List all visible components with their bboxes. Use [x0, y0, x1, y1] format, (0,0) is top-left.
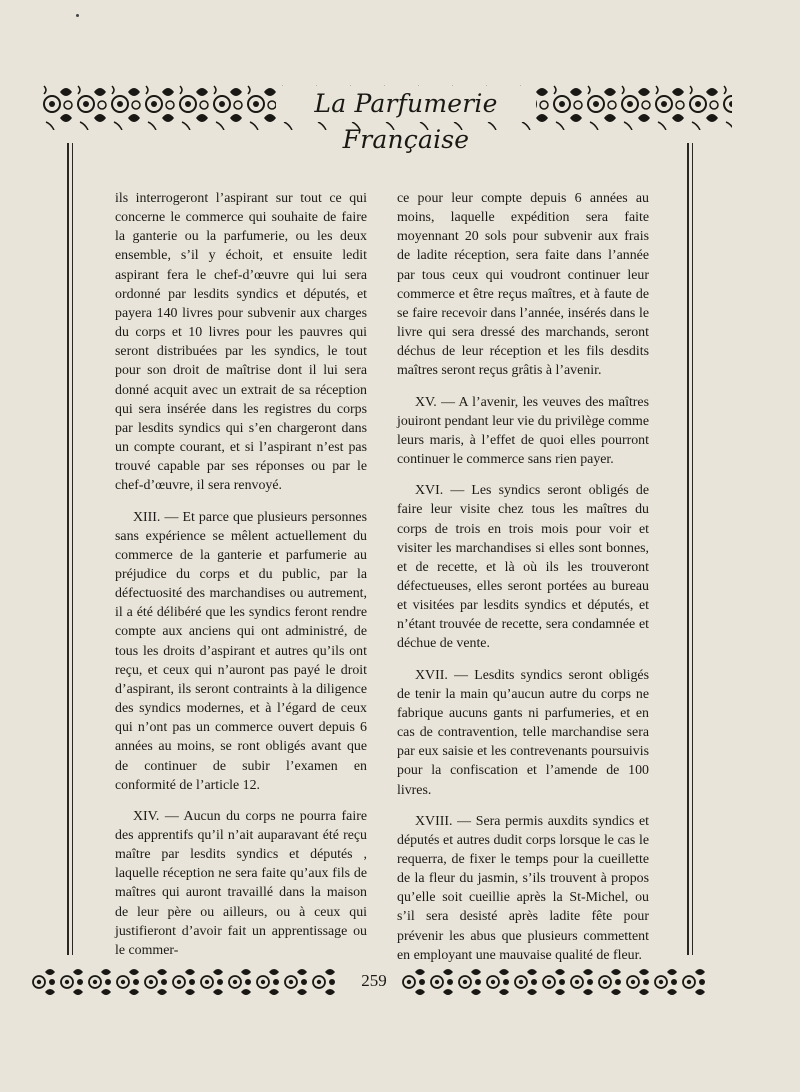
magazine-title: La Parfumerie Française — [276, 86, 536, 122]
stray-dot — [76, 14, 79, 17]
paragraph-article-xvi: XVI. — Les syndics seront obligés de faire leur visite chez tous les maîtres du corps de trois en trois mois pour voir et visiter les marchandises si elles sont bonnes, et de recette, et là où ils les trouveront défectueuses, elles seront portées au bureau et visitées par lesdits syndics et députés, et n’étant trouvée de recette, sera condamnée et déchue de vente. — [397, 483, 649, 652]
left-text-column — [115, 189, 367, 972]
floral-border-left-icon — [30, 962, 340, 1002]
right-border-rule — [687, 143, 693, 955]
floral-border-right-icon — [400, 962, 710, 1002]
paragraph-article-xv: XV. — A l’avenir, les veuves des maîtres jouiront pendant leur vie du privilège comme leurs maris, à l’effet de quoi elles pourront continuer le commerce sans rien payer. — [397, 394, 649, 468]
paragraph-article-xiii: XIII. — Et parce que plusieurs personnes sans expérience se mêlent actuellement du commerce de la ganterie et parfumerie au préjudice du corps et du public, par la défectuosité des marchandises ou autrement, il a été délibéré que les syndics feront rendre compte aux anciens qui ont administré, de tous les droits d’aspirant et autres qu’ils ont reçu, et ceux qui n’auront pas payé le droit d’aspirant, ils seront contraints à la diligence des syndics modernes, et à l’égard de ceux qui n’ont pas un commerce ouvert depuis 6 années au moins, se ront obligés avant que de continuer de subir l’examen en conformité de l’article 12. — [115, 509, 367, 793]
paragraph: ils interrogeront l’aspirant sur tout ce qui concerne le commerce qui souhaite de faire la ganterie ou la parfumerie, ou les deux ensemble, s’il y échoit, et ensuite ledit aspirant fera le chef-d’œuvre qui lui sera ordonné par lesdits syndics et députés, et payera 140 livres pour subvenir aux charges du corps et 10 livres pour les pauvres qui seront distribuées par les syndics, le tout pour son droit de maîtrise dont il lui sera donné acquit avec un extrait de sa réception qui sera insérée dans les registres du corps par lesdits syndics qui s’en chargeront dans un compte courant, et si l’aspirant n’est pas trouvé capable par ses réponses ou par le chef-d’œuvre, il sera renvoyé. — [115, 191, 367, 494]
left-border-rule — [67, 143, 73, 955]
paragraph-article-xviii: XVIII. — Sera permis auxdits syndics et députés et autres dudit corps lorsque le cas le requerra, de fixer le temps pour la cueillette de la fleur du jasmin, s’ils trouvent à propos qu’elle soit cueillie après la St-Michel, ou s’il sera desisté après ladite fête pour prévenir les abus que plusieurs commettent en employant une mauvaise qualité de fleur. — [397, 813, 649, 963]
paragraph-article-xvii: XVII. — Lesdits syndics seront obligés de tenir la main qu’aucun autre du corps ne fabrique aucuns gants ni parfumeries, et en cas de contravention, telle marchandise sera par eux saisie et les contrevenants poursuivis pour la confiscation et l’amende de 100 livres. — [397, 667, 649, 798]
paragraph-article-xiv: XIV. — Aucun du corps ne pourra faire des apprentifs qu’il n’ait auparavant été reçu maître par lesdits syndics et députés , laquelle réception ne sera faite qu’aux fils de maîtres qui auront travaillé dans la maison de leur père ou ailleurs, ou à ceux qui justifieront d’avoir fait un apprentissage ou le commer- — [115, 808, 367, 958]
right-text-column — [397, 189, 649, 977]
header-banner — [42, 78, 732, 154]
paragraph: ce pour leur compte depuis 6 années au moins, laquelle expédition sera faite moyennant 20 sols pour subvenir aux frais de ladite réception, sera faite dans l’année par tous ceux qui voudront continuer leur commerce et être reçus maîtres, et à faute de se faire recevoir dans l’année, insérés dans le livre qui sera dressé des marchands, seront déchus de leur réception et les fils desdits maîtres seront reçus grâtis à l’avenir. — [397, 191, 649, 379]
page-number: 259 — [361, 971, 387, 990]
